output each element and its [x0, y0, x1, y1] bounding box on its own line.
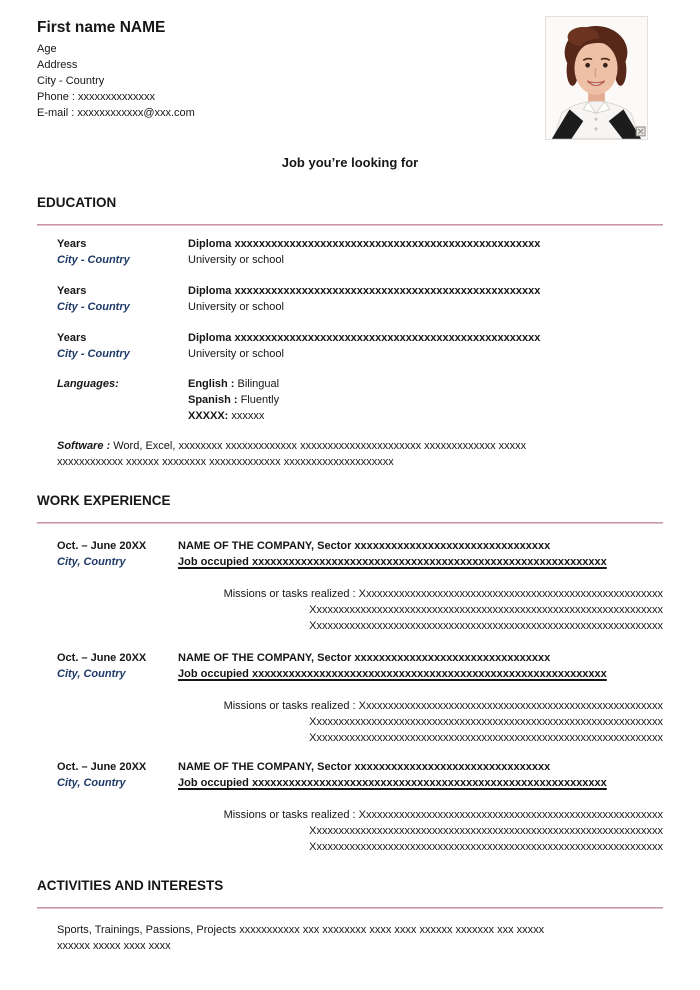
- education-years: Years: [57, 238, 87, 250]
- mission-line: Missions or tasks realized : Xxxxxxxxxxxxxxxxxxxxxxxxxxxxxxxxxxxxxxxxxxxxxxxxxxxxxxx: [223, 809, 663, 821]
- activities-paragraph: [37, 922, 663, 954]
- job-missions: [178, 698, 663, 746]
- profile-photo: [545, 16, 648, 140]
- mission-line: Xxxxxxxxxxxxxxxxxxxxxxxxxxxxxxxxxxxxxxxxxxxxxxxxxxxxxxxxxxxxxxxx: [309, 604, 663, 616]
- software-label: Software :: [57, 440, 111, 452]
- header-contact-block: [37, 18, 457, 121]
- job-company: NAME OF THE COMPANY, Sector xxxxxxxxxxxxxxxxxxxxxxxxxxxxxxxx: [178, 540, 551, 552]
- job-occupied: Job occupied xxxxxxxxxxxxxxxxxxxxxxxxxxxxxxxxxxxxxxxxxxxxxxxxxxxxxxxxxx: [178, 668, 607, 680]
- language-item: English : Bilingual: [188, 378, 280, 390]
- education-diploma: Diploma xxxxxxxxxxxxxxxxxxxxxxxxxxxxxxxxxxxxxxxxxxxxxxxxxx: [188, 332, 541, 344]
- mission-line: Xxxxxxxxxxxxxxxxxxxxxxxxxxxxxxxxxxxxxxxxxxxxxxxxxxxxxxxxxxxxxxxx: [309, 716, 663, 728]
- activities-line1: Sports, Trainings, Passions, Projects xxxxxxxxxxx xxx xxxxxxxx xxxx xxxx xxxxxx xxxxxxx xxx xxxxx: [57, 924, 545, 936]
- job-company: NAME OF THE COMPANY, Sector xxxxxxxxxxxxxxxxxxxxxxxxxxxxxxxx: [178, 761, 551, 773]
- candidate-phone: Phone : xxxxxxxxxxxxxx: [37, 91, 155, 103]
- mission-line: Xxxxxxxxxxxxxxxxxxxxxxxxxxxxxxxxxxxxxxxxxxxxxxxxxxxxxxxxxxxxxxxx: [309, 620, 663, 632]
- education-years: Years: [57, 285, 87, 297]
- education-location: City - Country: [57, 254, 130, 266]
- candidate-city-country: City - Country: [37, 75, 105, 87]
- job-location: City, Country: [57, 556, 126, 568]
- job-missions: [178, 586, 663, 634]
- activities-heading: ACTIVITIES AND INTERESTS: [37, 878, 224, 893]
- software-text-line1: Word, Excel, xxxxxxxx xxxxxxxxxxxxx xxxxxxxxxxxxxxxxxxxxxx xxxxxxxxxxxxx xxxxx: [113, 440, 527, 452]
- mission-line: Xxxxxxxxxxxxxxxxxxxxxxxxxxxxxxxxxxxxxxxxxxxxxxxxxxxxxxxxxxxxxxxx: [309, 825, 663, 837]
- work-experience-rule: [37, 522, 663, 524]
- education-years: Years: [57, 332, 87, 344]
- education-diploma: Diploma xxxxxxxxxxxxxxxxxxxxxxxxxxxxxxxxxxxxxxxxxxxxxxxxxx: [188, 285, 541, 297]
- education-school: University or school: [188, 254, 284, 266]
- education-heading: EDUCATION: [37, 195, 117, 210]
- candidate-name: First name NAME: [37, 19, 166, 36]
- job-occupied: Job occupied xxxxxxxxxxxxxxxxxxxxxxxxxxxxxxxxxxxxxxxxxxxxxxxxxxxxxxxxxx: [178, 556, 607, 568]
- activities-rule: [37, 907, 663, 909]
- software-paragraph: [37, 438, 663, 470]
- languages-label: Languages:: [57, 378, 119, 390]
- job-dates: Oct. – June 20XX: [57, 761, 147, 773]
- job-dates: Oct. – June 20XX: [57, 540, 147, 552]
- education-location: City - Country: [57, 301, 130, 313]
- mission-line: Missions or tasks realized : Xxxxxxxxxxxxxxxxxxxxxxxxxxxxxxxxxxxxxxxxxxxxxxxxxxxxxxx: [223, 700, 663, 712]
- education-school: University or school: [188, 301, 284, 313]
- job-location: City, Country: [57, 668, 126, 680]
- activities-line2: xxxxxx xxxxx xxxx xxxx: [57, 940, 171, 952]
- language-item: XXXXX: xxxxxx: [188, 410, 265, 422]
- education-rule: [37, 224, 663, 226]
- candidate-address: Address: [37, 59, 78, 71]
- languages-block: [37, 376, 663, 424]
- job-entry-header: [37, 759, 663, 791]
- candidate-age: Age: [37, 43, 57, 55]
- education-location: City - Country: [57, 348, 130, 360]
- mission-line: Missions or tasks realized : Xxxxxxxxxxxxxxxxxxxxxxxxxxxxxxxxxxxxxxxxxxxxxxxxxxxxxxx: [223, 588, 663, 600]
- job-occupied: Job occupied xxxxxxxxxxxxxxxxxxxxxxxxxxxxxxxxxxxxxxxxxxxxxxxxxxxxxxxxxx: [178, 777, 607, 789]
- job-location: City, Country: [57, 777, 126, 789]
- education-entry: [37, 236, 663, 268]
- job-dates: Oct. – June 20XX: [57, 652, 147, 664]
- job-company: NAME OF THE COMPANY, Sector xxxxxxxxxxxxxxxxxxxxxxxxxxxxxxxx: [178, 652, 551, 664]
- education-diploma: Diploma xxxxxxxxxxxxxxxxxxxxxxxxxxxxxxxxxxxxxxxxxxxxxxxxxx: [188, 238, 541, 250]
- portrait-illustration: [546, 17, 647, 139]
- mission-line: Xxxxxxxxxxxxxxxxxxxxxxxxxxxxxxxxxxxxxxxxxxxxxxxxxxxxxxxxxxxxxxxx: [309, 732, 663, 744]
- job-entry-header: [37, 538, 663, 570]
- software-text-line2: xxxxxxxxxxxx xxxxxx xxxxxxxx xxxxxxxxxxxxx xxxxxxxxxxxxxxxxxxxx: [57, 456, 394, 468]
- education-entry: [37, 283, 663, 315]
- job-objective-title: Job you’re looking for: [281, 155, 419, 170]
- education-school: University or school: [188, 348, 284, 360]
- language-item: Spanish : Fluently: [188, 394, 280, 406]
- candidate-email: E-mail : xxxxxxxxxxxx@xxx.com: [37, 107, 195, 119]
- job-missions: [178, 807, 663, 855]
- education-entry: [37, 330, 663, 362]
- work-experience-heading: WORK EXPERIENCE: [37, 493, 171, 508]
- mission-line: Xxxxxxxxxxxxxxxxxxxxxxxxxxxxxxxxxxxxxxxxxxxxxxxxxxxxxxxxxxxxxxxx: [309, 841, 663, 853]
- job-entry-header: [37, 650, 663, 682]
